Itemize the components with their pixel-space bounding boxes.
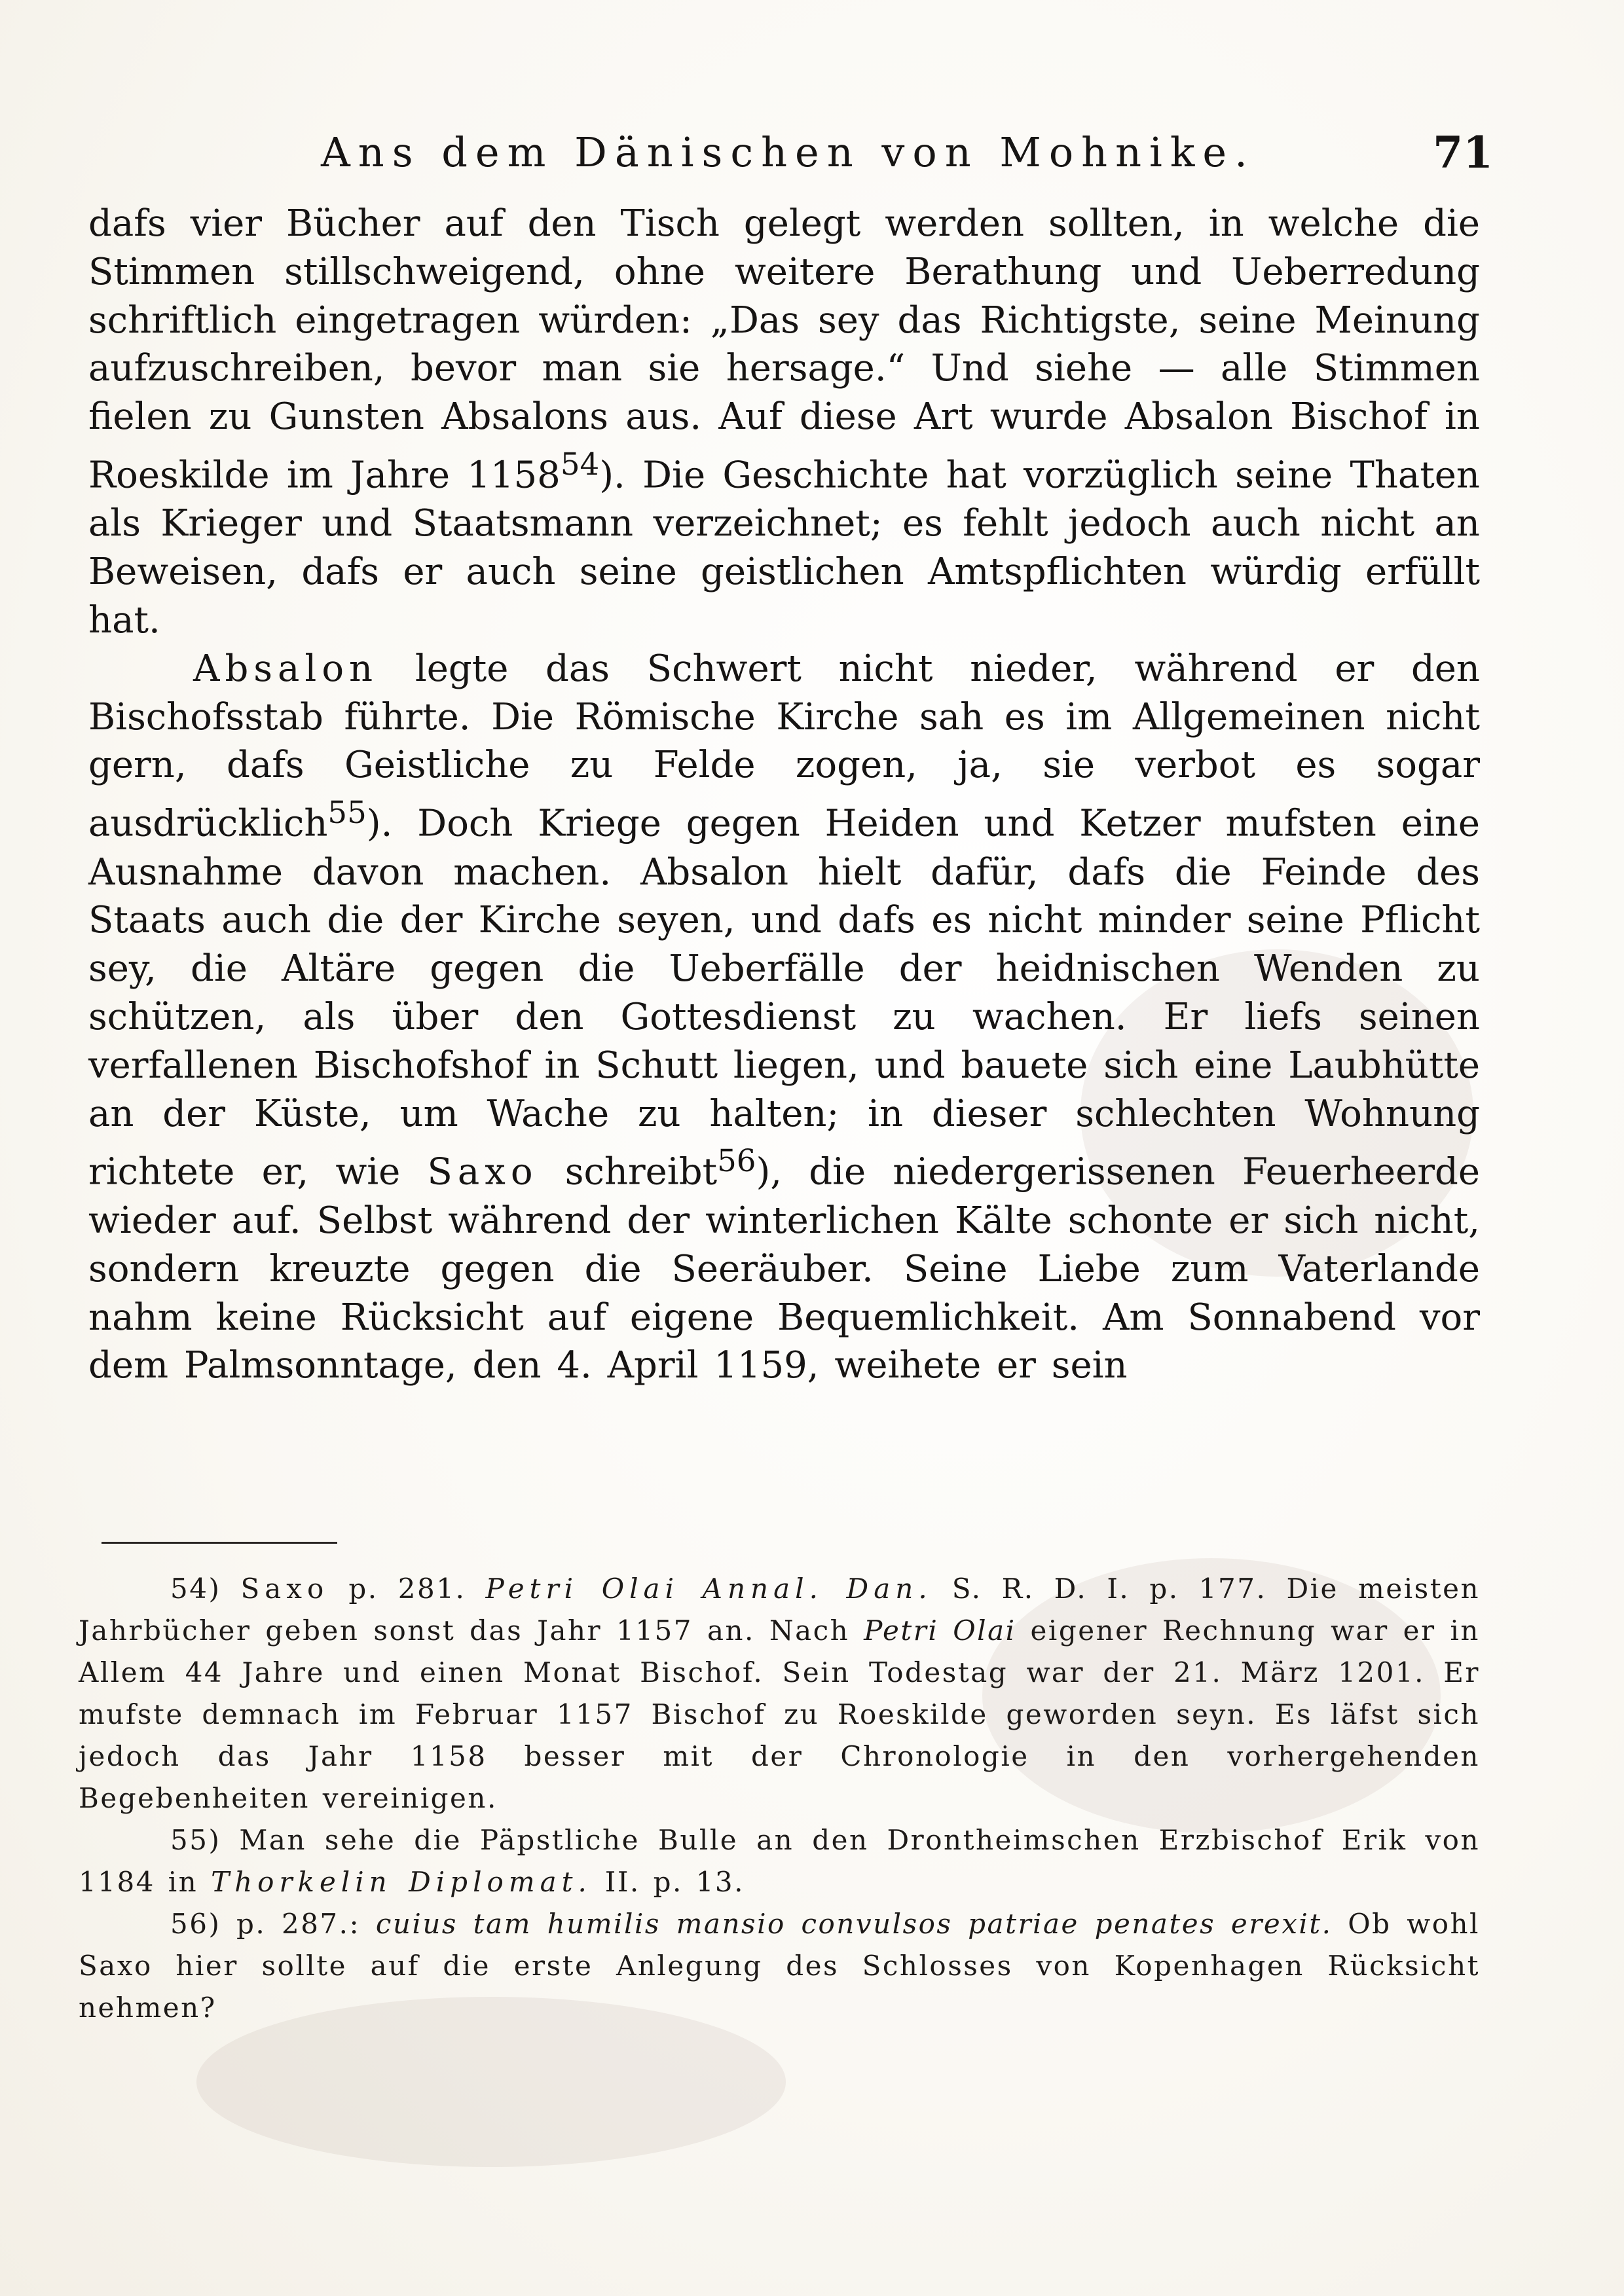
page-number: 71 — [1433, 127, 1493, 178]
footnote-text: II. p. 13. — [591, 1866, 745, 1898]
footnote-55 — [79, 1819, 1480, 1903]
footnote-citation: Petri Olai — [864, 1614, 1016, 1647]
footnote-citation: Thorkelin Diplomat. — [211, 1866, 592, 1898]
footnote-ref-55: 55 — [327, 795, 367, 831]
footnote-divider — [101, 1542, 337, 1544]
footnote-ref-54: 54 — [560, 446, 600, 483]
paragraph-text: ). Die Geschichte hat vorzüglich seine Thaten als Krieger und Staatsmann verzeichnet; es fehlt jedoch auch nicht an Beweisen, dafs er auch seine geistlichen Amtspflichten würdig erfüllt hat. — [88, 454, 1480, 642]
footnote-text: 55) Man sehe die Päpstliche Bulle an den Drontheimschen Erzbischof Erik von 1184 in — [79, 1824, 1480, 1898]
footnote-text: 56) p. 287.: — [170, 1908, 376, 1940]
paragraph-text: ). Doch Kriege gegen Heiden und Ketzer mufsten eine Ausnahme davon machen. Absalon hielt dafür, dafs die Feinde des Staats auch die der Kirche seyen, und dafs es nicht minder seine Pflicht sey, die Altäre gegen die Ueberfälle der heidnischen Wenden zu schützen, als über den Gottesdienst zu wachen. Er liefs seinen verfallenen Bischofshof in Schutt liegen, und bauete sich eine Laubhütte an der Küste, um Wache zu halten; in dieser schlechten Wohnung richtete er, wie — [88, 802, 1480, 1194]
footnote-text: eigener Rechnung war er in Allem 44 Jahre und einen Monat Bischof. Sein Todestag war der 21. März 1201. Er mufste demnach im Februar 1157 Bischof zu Roeskilde geworden seyn. Es läfst sich jedoch das Jahr 1158 besser mit der Chronologie in den vorhergehenden Begebenheiten vereinigen. — [79, 1614, 1480, 1814]
footnote-ref-56: 56 — [717, 1144, 756, 1180]
paragraph-2 — [88, 645, 1480, 1390]
footnotes — [79, 1568, 1480, 2029]
running-head: Ans dem Dänischen von Mohnike. — [321, 128, 1255, 176]
footnote-text: p. 281. — [329, 1573, 486, 1605]
name-absalon: Absalon — [193, 647, 378, 690]
name-saxo: Saxo — [427, 1151, 538, 1194]
paragraph-1 — [88, 200, 1480, 645]
paragraph-text: dafs vier Bücher auf den Tisch gelegt werden sollten, in welche die Stimmen stillschweigend, ohne weitere Berathung und Ueberredung schriftlich eingetragen würden: „Das sey das Richtigste, seine Meinung aufzuschreiben, bevor man sie hersage.“ Und siehe — alle Stimmen fielen zu Gunsten Absalons aus. Auf diese Art wurde Absalon Bischof in Roeskilde im Jahre 1158 — [88, 202, 1480, 497]
footnote-citation: Petri Olai Annal. Dan. — [485, 1573, 932, 1605]
paragraph-text: ), die niedergerissenen Feuerheerde wieder auf. Selbst während der winterlichen Kälte schonte er sich nicht, sondern kreuzte gegen die Seeräuber. Seine Liebe zum Vaterlande nahm keine Rücksicht auf eigene Bequemlichkeit. Am Sonnabend vor dem Palmsonntage, den 4. April 1159, weihete er sein — [88, 1151, 1480, 1387]
footnote-54 — [79, 1568, 1480, 1819]
paragraph-text: legte das Schwert nicht nieder, während er den Bischofsstab führte. Die Römische Kirche sah es im Allgemeinen nicht gern, dafs Geistliche zu Felde zogen, ja, sie verbot es sogar ausdrücklich — [88, 647, 1480, 845]
footnote-label: 54) — [170, 1573, 241, 1605]
footnote-text: Ob wohl Saxo hier sollte auf die erste Anlegung des Schlosses von Kopenhagen Rücksicht nehmen? — [79, 1908, 1480, 2024]
footnote-56 — [79, 1903, 1480, 2029]
paragraph-text: schreibt — [538, 1151, 718, 1194]
footnote-text: Saxo — [240, 1573, 329, 1605]
page-header — [124, 123, 1500, 182]
footnote-latin-quote: cuius tam humilis mansio convulsos patriae penates erexit. — [375, 1908, 1333, 1940]
footnote-text: S. R. D. I. p. 177. Die meisten Jahrbücher geben sonst das Jahr 1157 an. Nach — [79, 1573, 1480, 1647]
main-text — [88, 200, 1480, 1390]
